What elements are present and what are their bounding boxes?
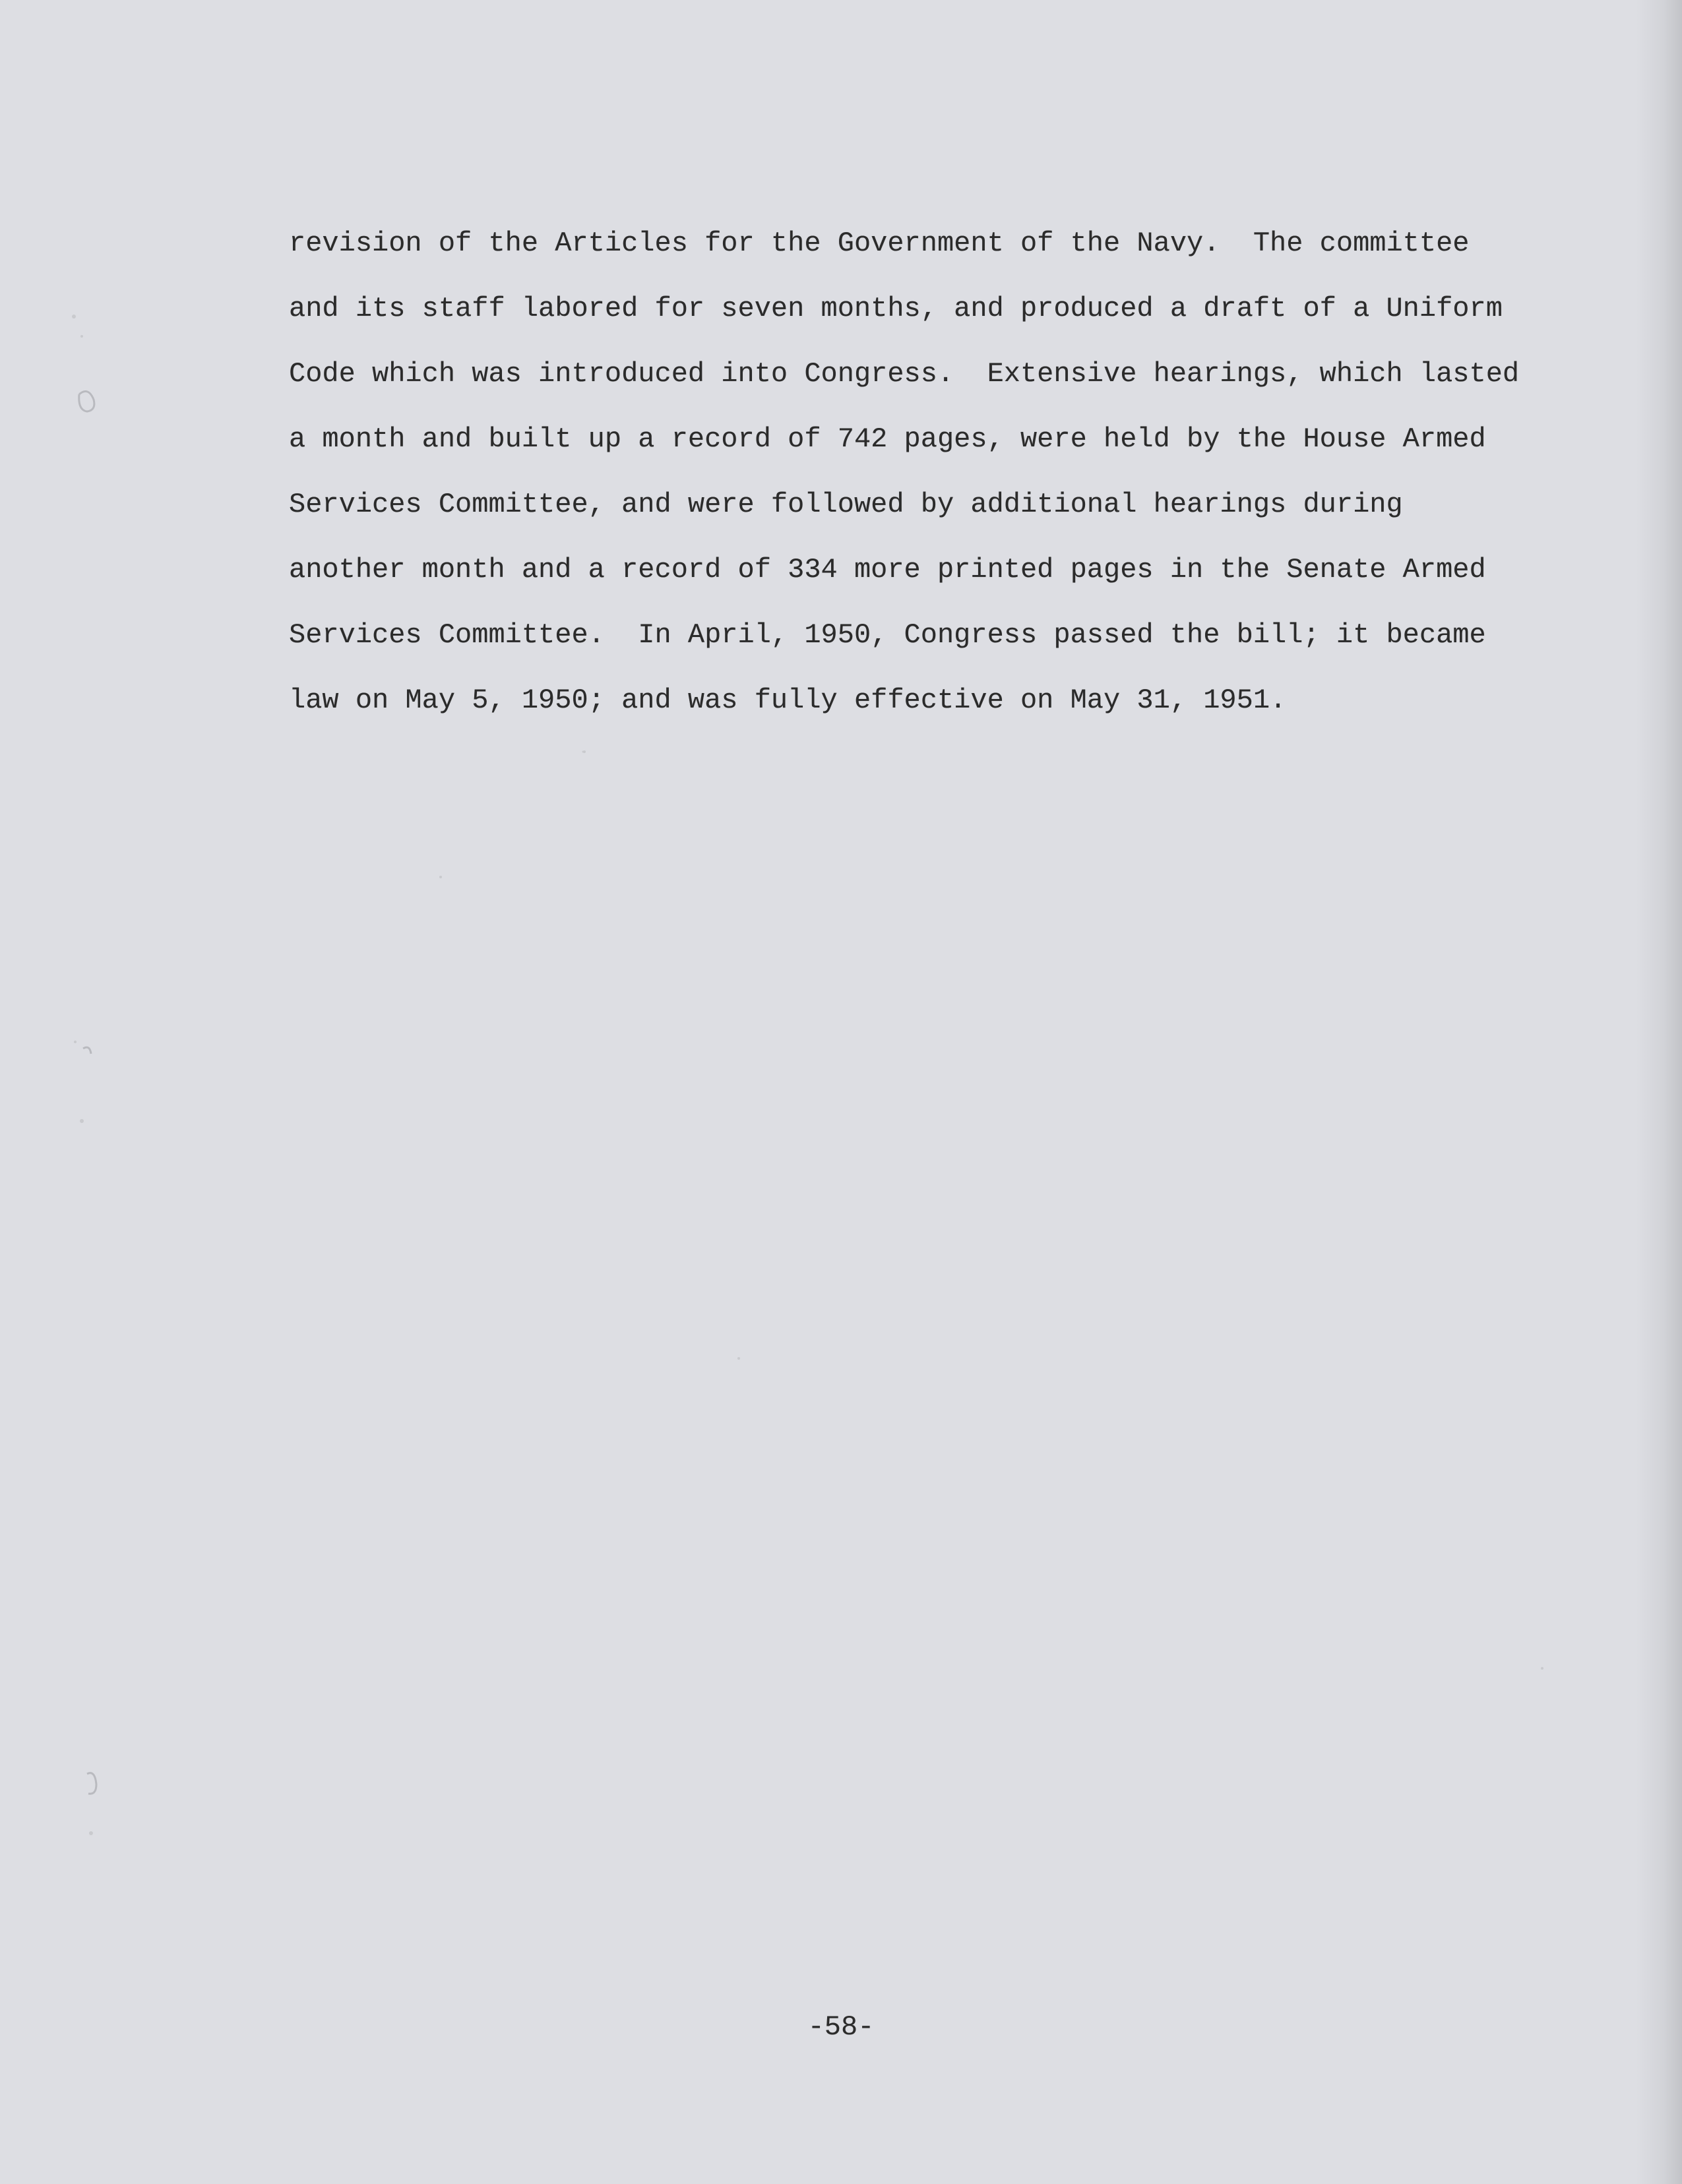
text-line: Code which was introduced into Congress. Extensive hearings, which lasted <box>289 358 1520 390</box>
text-line: law on May 5, 1950; and was fully effective on May 31, 1951. <box>289 684 1287 716</box>
speck <box>80 1119 84 1123</box>
text-line: Services Committee. In April, 1950, Congress passed the bill; it became <box>289 619 1486 651</box>
speck <box>737 1357 740 1360</box>
punch-hole-mark <box>83 1047 91 1054</box>
body-paragraph <box>289 211 1529 733</box>
text-line: and its staff labored for seven months, and produced a draft of a Uniform <box>289 293 1503 324</box>
page-number: -58- <box>807 2011 875 2043</box>
punch-hole-mark <box>79 392 94 412</box>
speck <box>1541 1667 1543 1670</box>
punch-hole-mark <box>87 1773 96 1794</box>
speck <box>72 315 76 318</box>
speck <box>80 335 83 338</box>
text-line: a month and built up a record of 742 pages, were held by the House Armed <box>289 423 1486 455</box>
text-line: revision of the Articles for the Government of the Navy. The committee <box>289 228 1470 259</box>
speck <box>439 876 442 878</box>
speck <box>582 751 584 753</box>
speck <box>74 1041 77 1043</box>
text-line: another month and a record of 334 more printed pages in the Senate Armed <box>289 554 1486 586</box>
text-line: Services Committee, and were followed by additional hearings during <box>289 489 1403 520</box>
speck <box>89 1831 93 1835</box>
